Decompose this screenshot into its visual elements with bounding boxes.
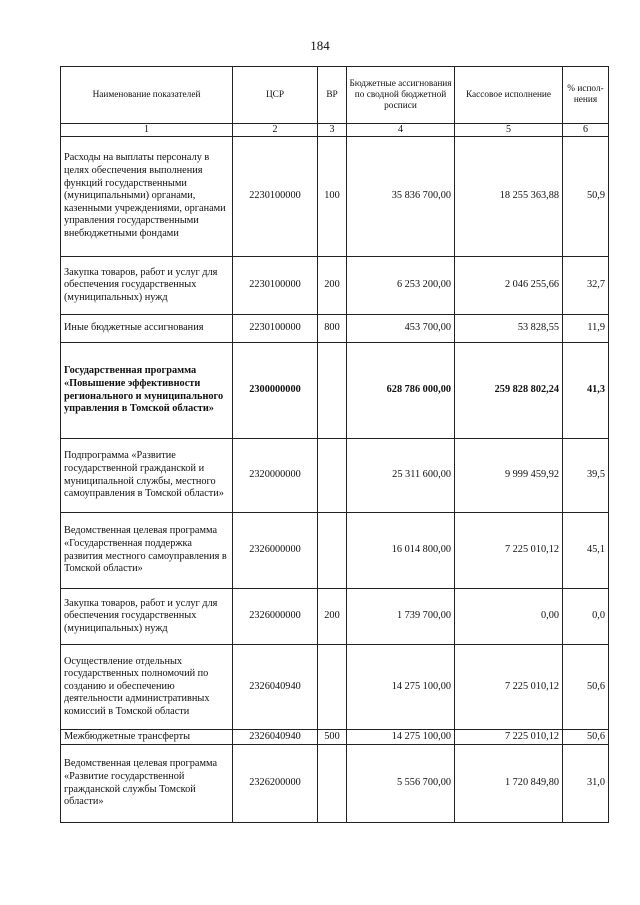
row-budget: 1 739 700,00 bbox=[347, 589, 455, 645]
row-cash: 7 225 010,12 bbox=[455, 645, 563, 730]
table-row bbox=[61, 745, 609, 823]
row-name: Государственная программа «Повышение эффективности регионального и муниципального управления в Томской области» bbox=[61, 343, 233, 439]
header-name: Наименование показателей bbox=[61, 67, 233, 124]
row-budget: 25 311 600,00 bbox=[347, 439, 455, 513]
row-budget: 453 700,00 bbox=[347, 315, 455, 343]
column-number: 2 bbox=[233, 124, 318, 137]
table-row bbox=[61, 315, 609, 343]
header-csr: ЦСР bbox=[233, 67, 318, 124]
row-cash: 2 046 255,66 bbox=[455, 257, 563, 315]
table-row bbox=[61, 343, 609, 439]
row-name: Расходы на выплаты персоналу в целях обеспечения выполнения функций государственными (муниципальными) органами, казенными учреждениями, органами управления государственными внебюджетными фондами bbox=[61, 137, 233, 257]
table-row bbox=[61, 730, 609, 745]
row-csr: 2326200000 bbox=[233, 745, 318, 823]
header-budget: Бюджетные ассигнования по сводной бюджетной росписи bbox=[347, 67, 455, 124]
row-budget: 5 556 700,00 bbox=[347, 745, 455, 823]
table-row bbox=[61, 513, 609, 589]
row-pct: 45,1 bbox=[563, 513, 609, 589]
row-name: Закупка товаров, работ и услуг для обеспечения государственных (муниципальных) нужд bbox=[61, 257, 233, 315]
column-number: 3 bbox=[318, 124, 347, 137]
table-row bbox=[61, 257, 609, 315]
row-csr: 2326040940 bbox=[233, 730, 318, 745]
row-budget: 35 836 700,00 bbox=[347, 137, 455, 257]
row-vr: 200 bbox=[318, 257, 347, 315]
row-cash: 0,00 bbox=[455, 589, 563, 645]
column-number: 5 bbox=[455, 124, 563, 137]
column-number: 1 bbox=[61, 124, 233, 137]
row-budget: 6 253 200,00 bbox=[347, 257, 455, 315]
row-cash: 7 225 010,12 bbox=[455, 513, 563, 589]
row-pct: 50,6 bbox=[563, 645, 609, 730]
row-name: Осуществление отдельных государственных полномочий по созданию и обеспечению деятельности административных комиссий в Томской области bbox=[61, 645, 233, 730]
row-vr bbox=[318, 513, 347, 589]
row-name: Межбюджетные трансферты bbox=[61, 730, 233, 745]
row-vr: 800 bbox=[318, 315, 347, 343]
row-name: Закупка товаров, работ и услуг для обеспечения государственных (муниципальных) нужд bbox=[61, 589, 233, 645]
table-header-row bbox=[61, 67, 609, 124]
row-vr: 100 bbox=[318, 137, 347, 257]
header-cash: Кассовое исполнение bbox=[455, 67, 563, 124]
row-pct: 31,0 bbox=[563, 745, 609, 823]
row-csr: 2326000000 bbox=[233, 513, 318, 589]
row-vr bbox=[318, 343, 347, 439]
row-budget: 16 014 800,00 bbox=[347, 513, 455, 589]
column-number-row bbox=[61, 124, 609, 137]
row-name: Подпрограмма «Развитие государственной гражданской и муниципальной службы, местного самоуправления в Томской области» bbox=[61, 439, 233, 513]
row-pct: 50,6 bbox=[563, 730, 609, 745]
row-csr: 2326040940 bbox=[233, 645, 318, 730]
column-number: 6 bbox=[563, 124, 609, 137]
row-vr: 500 bbox=[318, 730, 347, 745]
row-name: Ведомственная целевая программа «Развитие государственной гражданской службы Томской области» bbox=[61, 745, 233, 823]
table-row bbox=[61, 589, 609, 645]
row-csr: 2326000000 bbox=[233, 589, 318, 645]
row-cash: 9 999 459,92 bbox=[455, 439, 563, 513]
row-pct: 41,3 bbox=[563, 343, 609, 439]
header-pct: % испол-нения bbox=[563, 67, 609, 124]
row-name: Ведомственная целевая программа «Государственная поддержка развития местного самоуправления в Томской области» bbox=[61, 513, 233, 589]
row-pct: 39,5 bbox=[563, 439, 609, 513]
row-pct: 50,9 bbox=[563, 137, 609, 257]
row-csr: 2230100000 bbox=[233, 257, 318, 315]
row-vr: 200 bbox=[318, 589, 347, 645]
row-vr bbox=[318, 439, 347, 513]
row-cash: 259 828 802,24 bbox=[455, 343, 563, 439]
row-vr bbox=[318, 645, 347, 730]
row-budget: 14 275 100,00 bbox=[347, 730, 455, 745]
page-number: 184 bbox=[310, 38, 330, 53]
row-cash: 1 720 849,80 bbox=[455, 745, 563, 823]
row-budget: 628 786 000,00 bbox=[347, 343, 455, 439]
row-vr bbox=[318, 745, 347, 823]
row-csr: 2300000000 bbox=[233, 343, 318, 439]
row-name: Иные бюджетные ассигнования bbox=[61, 315, 233, 343]
row-cash: 7 225 010,12 bbox=[455, 730, 563, 745]
row-csr: 2320000000 bbox=[233, 439, 318, 513]
row-pct: 0,0 bbox=[563, 589, 609, 645]
row-csr: 2230100000 bbox=[233, 315, 318, 343]
row-cash: 18 255 363,88 bbox=[455, 137, 563, 257]
budget-execution-table bbox=[60, 66, 609, 823]
table-row bbox=[61, 645, 609, 730]
column-number: 4 bbox=[347, 124, 455, 137]
row-budget: 14 275 100,00 bbox=[347, 645, 455, 730]
header-vr: ВР bbox=[318, 67, 347, 124]
table-row bbox=[61, 137, 609, 257]
table-row bbox=[61, 439, 609, 513]
row-pct: 32,7 bbox=[563, 257, 609, 315]
row-pct: 11,9 bbox=[563, 315, 609, 343]
row-cash: 53 828,55 bbox=[455, 315, 563, 343]
row-csr: 2230100000 bbox=[233, 137, 318, 257]
